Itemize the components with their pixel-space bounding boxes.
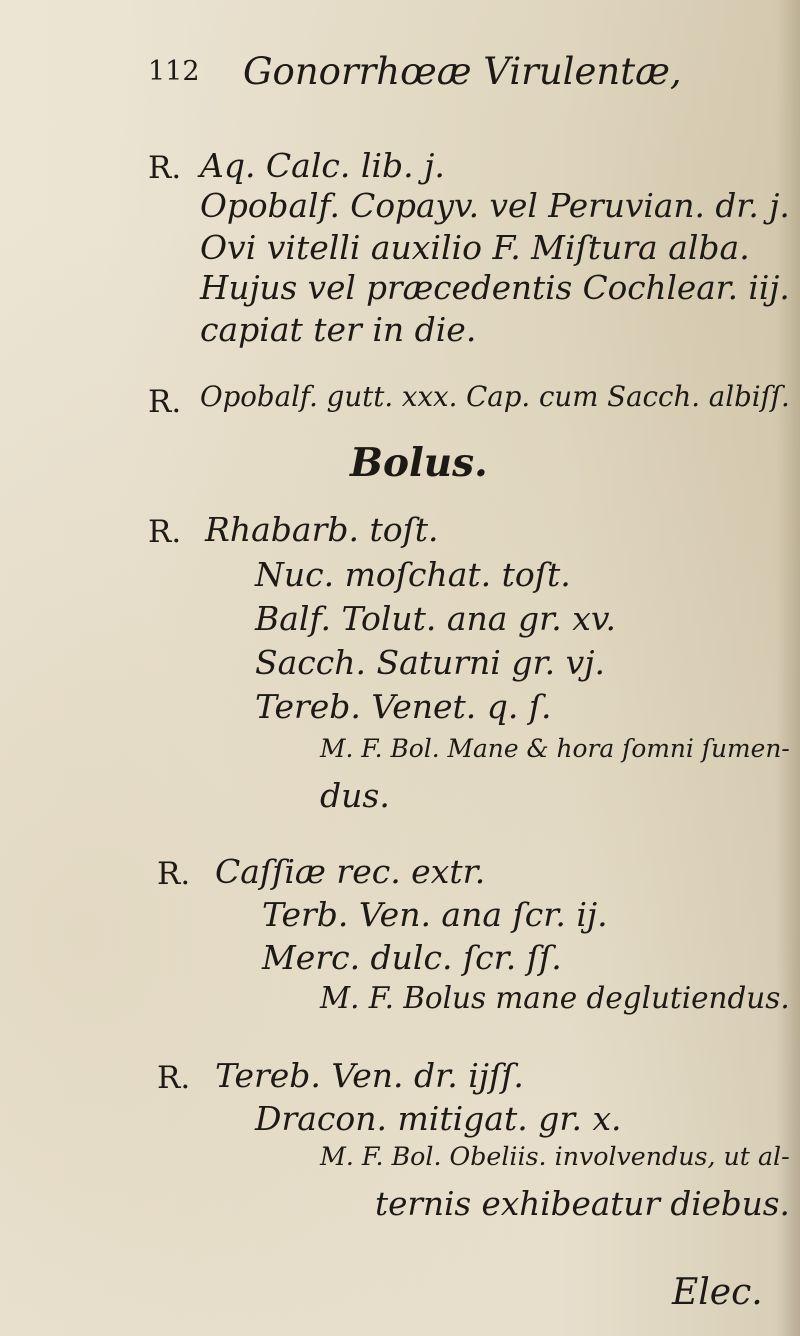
- catchword: Elec.: [672, 1272, 763, 1313]
- rx-symbol: R.: [157, 1060, 191, 1096]
- prescription-2-line-1: Opobalf. gutt. xxx. Cap. cum Sacch. albiſſ.: [200, 380, 790, 413]
- page-header: [148, 50, 768, 116]
- bolus-3-line-3: M. F. Bol. Obeliis. involvendus, ut al-: [320, 1142, 790, 1171]
- bolus-1-line-4: Sacch. Saturni gr. vj.: [255, 643, 605, 682]
- bolus-1-line-7: dus.: [320, 776, 390, 815]
- bolus-1-line-2: Nuc. moſchat. toſt.: [255, 555, 571, 594]
- bolus-3-line-1: Tereb. Ven. dr. ijſſ.: [215, 1056, 524, 1095]
- bolus-1-line-1: Rhabarb. toſt.: [205, 510, 439, 549]
- prescription-1-line-4: Hujus vel præcedentis Cochlear. iij.: [200, 269, 790, 307]
- bolus-3-line-4: ternis exhibeatur diebus.: [375, 1185, 790, 1223]
- page-number: 112: [148, 56, 200, 87]
- prescription-1-line-2: Opobalf. Copayv. vel Peruvian. dr. j.: [200, 187, 790, 225]
- bolus-1-line-3: Balf. Tolut. ana gr. xv.: [255, 599, 617, 638]
- running-title: Gonorrhœæ Virulentæ,: [243, 50, 682, 93]
- rx-symbol: R.: [157, 856, 191, 892]
- bolus-1-line-6: M. F. Bol. Mane & hora ſomni ſumen-: [320, 734, 790, 763]
- section-heading: Bolus.: [350, 440, 488, 486]
- bolus-3-line-2: Dracon. mitigat. gr. x.: [255, 1099, 622, 1138]
- prescription-1-line-5: capiat ter in die.: [200, 310, 477, 349]
- rx-symbol: R.: [148, 514, 182, 550]
- bolus-2-line-1: Caſſiæ rec. extr.: [215, 852, 486, 891]
- rx-symbol: R.: [148, 150, 182, 186]
- prescription-1-line-1: Aq. Calc. lib. j.: [200, 146, 445, 185]
- bolus-2-line-2: Terb. Ven. ana ſcr. ij.: [262, 895, 608, 934]
- bolus-1-line-5: Tereb. Venet. q. ſ.: [255, 687, 552, 726]
- bolus-2-line-4: M. F. Bolus mane deglutiendus.: [320, 981, 790, 1015]
- prescription-1-line-3: Ovi vitelli auxilio F. Miſtura alba.: [200, 228, 750, 267]
- rx-symbol: R.: [148, 384, 182, 420]
- bolus-2-line-3: Merc. dulc. ſcr. ſſ.: [262, 938, 562, 977]
